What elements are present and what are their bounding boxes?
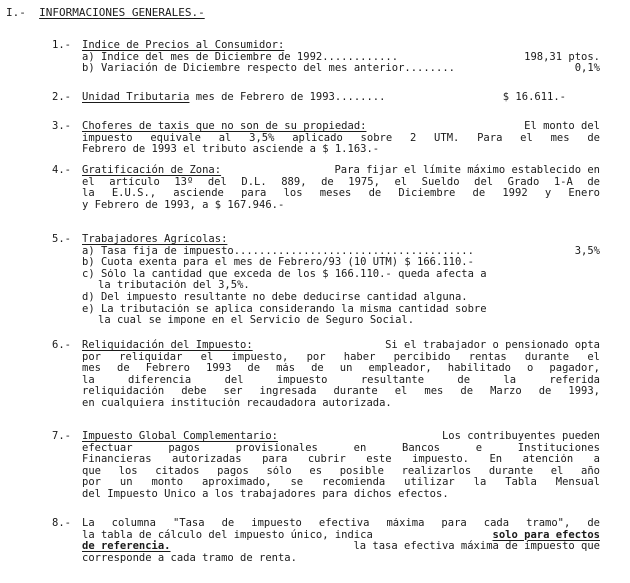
section-2 — [52, 92, 600, 104]
section-title: Reliquidación del Impuesto: — [82, 339, 253, 351]
section-title: Choferes de taxis que no son de su propiedad: — [82, 120, 367, 132]
section-title: Impuesto Global Complementario: — [82, 430, 278, 442]
heading-title: INFORMACIONES GENERALES.- — [39, 6, 205, 19]
section-number: 4.- — [52, 164, 71, 176]
section-title: Unidad Tributaria — [82, 91, 190, 103]
section-number: 1.- — [52, 39, 71, 51]
section-number: 7.- — [52, 430, 71, 442]
list-item: b) Variación de Diciembre respecto del mes anterior........ 0,1% — [82, 62, 600, 75]
list-item: c) Sólo la cantidad que exceda de los $ 166.110.- queda afecta a — [82, 268, 487, 280]
heading-number: I.- — [6, 6, 26, 19]
section-number: 6.- — [52, 339, 71, 351]
section-number: 2.- — [52, 91, 71, 103]
emphasis-text: solo para efectos — [492, 528, 600, 541]
list-item: a) Indice del mes de Diciembre de 1992............ 198,31 ptos. — [82, 50, 600, 63]
section-7: 7.- Impuesto Global Complementario: Los contribuyentes pueden efectuar pagos provisionales en Bancos e Instituciones Financieras autorizadas para cubrir este impuesto. En atención a que los citados pagos sólo es posible realizarlos durante el año por un monto aproximado, se recomienda utilizar la Tabla Mensual del Impuesto Unico a los trabajadores para dichos efectos. — [52, 430, 600, 500]
list-item: la tributación del 3,5%. — [98, 280, 250, 292]
section-1 — [52, 40, 600, 75]
tax-unit-value: $ 16.611.- — [502, 91, 566, 103]
list-item: d) Del impuesto resultante no debe deducirse cantidad alguna. — [82, 291, 468, 303]
section-title: Gratificación de Zona: — [82, 164, 222, 176]
section-3: 3.- Choferes de taxis que no son de su propiedad: El monto del impuesto equivale al 3,5% aplicado sobre 2 UTM. Para el mes de Febrero de 1993 el tributo asciende a $ 1.163.- — [52, 120, 600, 156]
section-number: 5.- — [52, 233, 71, 245]
list-item: la cual se impone en el Servicio de Seguro Social. — [98, 315, 415, 327]
emphasis-text: de referencia. — [82, 540, 171, 553]
list-item: e) La tributación se aplica considerando la misma cantidad sobre — [82, 303, 487, 315]
section-6: 6.- Reliquidación del Impuesto: Si el trabajador o pensionado opta por reliquidar el impuesto, por haber percibido rentas durante el mes de Febrero 1993 de más de un empleador, habilitado o pagador, la diferencia del impuesto resultante de la referida reliquidación debe ser ingresada durante el mes de Marzo de 1993, en cualquiera institución recaudadora autorizada. — [52, 339, 600, 409]
section-8: 8.- La columna "Tasa de impuesto efectiva máxima para cada tramo", de la tabla de cálculo del impuesto único, indica solo para efectos de referencia. la tasa efectiva máxima de impuesto que corresponde a cada tramo de renta. — [52, 517, 600, 564]
section-title: Indice de Precios al Consumidor: — [82, 40, 285, 51]
section-title: Trabajadores Agrícolas: — [82, 234, 228, 245]
section-number: 8.- — [52, 517, 71, 529]
section-number: 3.- — [52, 120, 71, 132]
list-item: a) Tasa fija de impuesto...................................... 3,5% — [82, 244, 600, 257]
list-item: Unidad Tributaria mes de Febrero de 1993........ $ 16.611.- — [82, 91, 566, 103]
list-item: b) Cuota exenta para el mes de Febrero/93 (10 UTM) $ 166.110.- — [82, 257, 474, 269]
section-5 — [52, 234, 600, 327]
section-4: 4.- Gratificación de Zona: Para fijar el límite máximo establecido en el artículo 13º del D.L. 889, de 1975, el Sueldo del Grado 1-A de la E.U.S., asciende para los meses de Diciembre de 1992 y Enero y Febrero de 1993, a $ 167.946.- — [52, 164, 600, 211]
document-heading — [6, 7, 205, 19]
